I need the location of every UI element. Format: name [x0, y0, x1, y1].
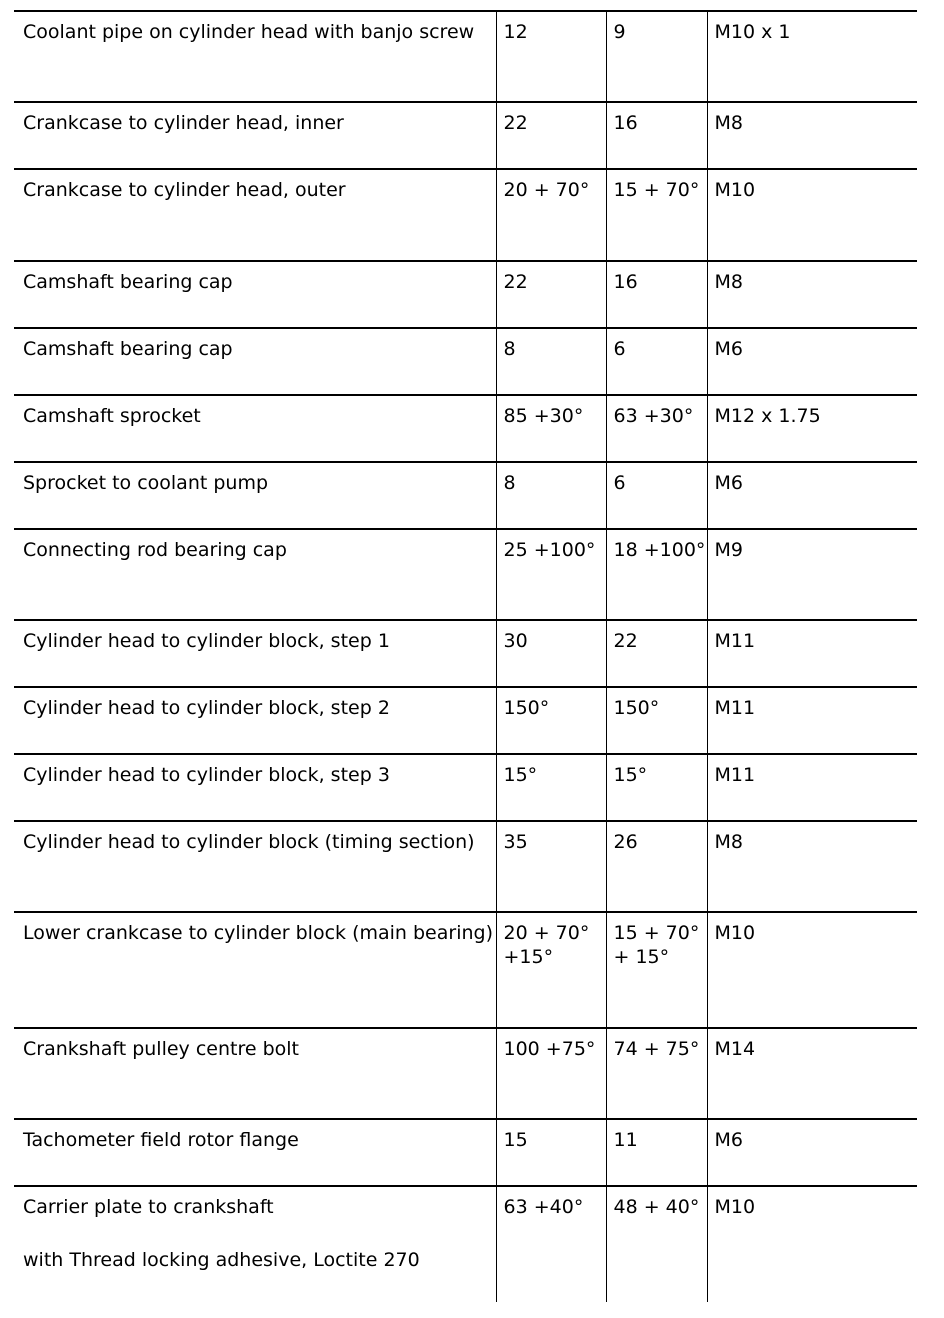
component-cell: Cylinder head to cylinder block, step 1 — [14, 620, 496, 687]
torque-lbft-cell: 74 + 75° — [606, 1028, 707, 1119]
component-cell: Camshaft bearing cap — [14, 261, 496, 328]
thread-size-cell: M6 — [707, 1119, 917, 1186]
torque-lbft-cell: 15 + 70° + 15° — [606, 912, 707, 1028]
component-cell: Cylinder head to cylinder block, step 2 — [14, 687, 496, 754]
torque-nm-cell: 35 — [496, 821, 606, 912]
thread-size-cell: M12 x 1.75 — [707, 395, 917, 462]
table-row — [14, 1119, 917, 1186]
table-row — [14, 1186, 917, 1302]
thread-size-cell: M14 — [707, 1028, 917, 1119]
torque-lbft-cell: 48 + 40° — [606, 1186, 707, 1302]
torque-lbft-cell: 15° — [606, 754, 707, 821]
torque-lbft-cell: 22 — [606, 620, 707, 687]
torque-nm-cell: 8 — [496, 328, 606, 395]
table-row — [14, 169, 917, 261]
torque-lbft-cell: 15 + 70° — [606, 169, 707, 261]
component-cell: Sprocket to coolant pump — [14, 462, 496, 529]
torque-nm-cell: 63 +40° — [496, 1186, 606, 1302]
torque-nm-cell: 20 + 70° +15° — [496, 912, 606, 1028]
table-row — [14, 11, 917, 102]
torque-lbft-cell: 9 — [606, 11, 707, 102]
component-label: Carrier plate to crankshaft — [23, 1196, 274, 1218]
table-row — [14, 754, 917, 821]
torque-nm-cell: 85 +30° — [496, 395, 606, 462]
thread-size-cell: M10 — [707, 912, 917, 1028]
thread-size-cell: M11 — [707, 620, 917, 687]
torque-nm-cell: 22 — [496, 102, 606, 169]
torque-lbft-cell: 18 +100° — [606, 529, 707, 620]
component-cell: Crankshaft pulley centre bolt — [14, 1028, 496, 1119]
torque-lbft-cell: 6 — [606, 462, 707, 529]
torque-nm-cell: 15 — [496, 1119, 606, 1186]
torque-nm-cell: 100 +75° — [496, 1028, 606, 1119]
component-note: with Thread locking adhesive, Loctite 270 — [23, 1249, 420, 1271]
thread-size-cell: M10 — [707, 169, 917, 261]
table-row — [14, 821, 917, 912]
torque-lbft-cell: 63 +30° — [606, 395, 707, 462]
torque-nm-cell: 20 + 70° — [496, 169, 606, 261]
torque-lbft-cell: 11 — [606, 1119, 707, 1186]
thread-size-cell: M8 — [707, 821, 917, 912]
component-cell: Coolant pipe on cylinder head with banjo screw — [14, 11, 496, 102]
component-cell: Tachometer field rotor flange — [14, 1119, 496, 1186]
torque-nm-cell: 12 — [496, 11, 606, 102]
component-cell: Camshaft sprocket — [14, 395, 496, 462]
component-cell: Crankcase to cylinder head, outer — [14, 169, 496, 261]
component-cell: Lower crankcase to cylinder block (main bearing) — [14, 912, 496, 1028]
table-row — [14, 328, 917, 395]
table-row — [14, 1028, 917, 1119]
thread-size-cell: M8 — [707, 102, 917, 169]
thread-size-cell: M10 — [707, 1186, 917, 1302]
torque-lbft-cell: 150° — [606, 687, 707, 754]
torque-nm-cell: 15° — [496, 754, 606, 821]
table-row — [14, 620, 917, 687]
component-cell: Camshaft bearing cap — [14, 328, 496, 395]
torque-lbft-cell: 26 — [606, 821, 707, 912]
torque-nm-cell: 30 — [496, 620, 606, 687]
torque-nm-cell: 22 — [496, 261, 606, 328]
thread-size-cell: M10 x 1 — [707, 11, 917, 102]
torque-lbft-cell: 6 — [606, 328, 707, 395]
component-cell — [14, 1186, 496, 1302]
thread-size-cell: M11 — [707, 754, 917, 821]
torque-nm-cell: 25 +100° — [496, 529, 606, 620]
component-cell: Cylinder head to cylinder block (timing section) — [14, 821, 496, 912]
table-row — [14, 687, 917, 754]
table-row — [14, 529, 917, 620]
torque-lbft-cell: 16 — [606, 261, 707, 328]
thread-size-cell: M8 — [707, 261, 917, 328]
component-cell: Crankcase to cylinder head, inner — [14, 102, 496, 169]
torque-nm-cell: 150° — [496, 687, 606, 754]
table-row — [14, 462, 917, 529]
table-row — [14, 395, 917, 462]
thread-size-cell: M9 — [707, 529, 917, 620]
table-row — [14, 912, 917, 1028]
torque-spec-table — [14, 10, 917, 1302]
thread-size-cell: M6 — [707, 328, 917, 395]
torque-lbft-cell: 16 — [606, 102, 707, 169]
table-row — [14, 261, 917, 328]
component-cell: Cylinder head to cylinder block, step 3 — [14, 754, 496, 821]
table-row — [14, 102, 917, 169]
thread-size-cell: M11 — [707, 687, 917, 754]
torque-nm-cell: 8 — [496, 462, 606, 529]
thread-size-cell: M6 — [707, 462, 917, 529]
component-cell: Connecting rod bearing cap — [14, 529, 496, 620]
